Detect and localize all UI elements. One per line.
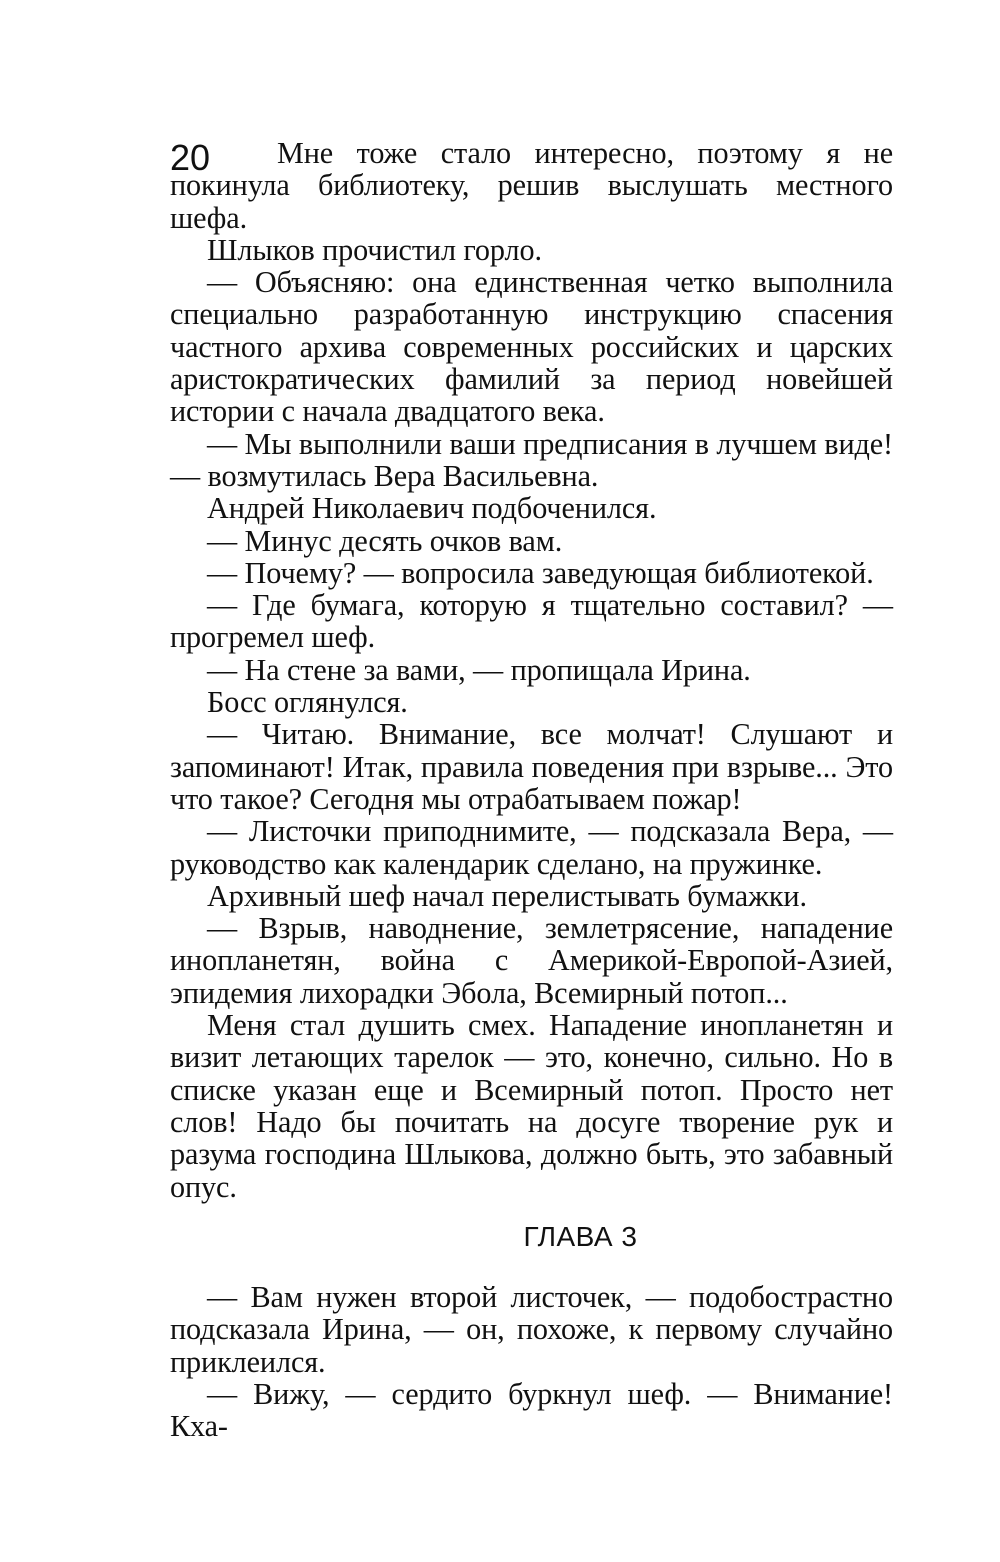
paragraph: — На стене за вами, — пропищала Ирина.: [207, 652, 751, 687]
body-text-after-chapter: [170, 1281, 893, 1442]
paragraph: — Минус десять очков вам.: [207, 523, 563, 558]
paragraph: Мне тоже стало интересно, поэтому я не покинула библиотеку, решив выслушать местного шефа.: [170, 136, 893, 235]
paragraph: Босс оглянулся.: [207, 685, 408, 720]
page-number: 20: [170, 137, 211, 178]
paragraph: Андрей Николаевич подбоченился.: [207, 491, 657, 526]
paragraph: — Почему? — вопросила заведующая библиотекой.: [207, 555, 874, 590]
paragraph: — Объясняю: она единственная четко выполнила специально разработанную инструкцию спасения частного архива современных российских и царских аристократических фамилий за период новейшей истории с начала двадцатого века.: [170, 265, 893, 429]
paragraph: — Читаю. Внимание, все молчат! Слушают и запоминают! Итак, правила поведения при взрыве... Это что такое? Сегодня мы отрабатываем пожар!: [170, 717, 893, 816]
paragraph: Меня стал душить смех. Нападение инопланетян и визит летающих тарелок — это, конечно, сильно. Но в списке указан еще и Всемирный потоп. Просто нет слов! Надо бы почитать на досуге творение рук и разума господина Шлыкова, должно быть, это забавный опус.: [170, 1008, 893, 1204]
paragraph: — Взрыв, наводнение, землетрясение, нападение инопланетян, война с Америкой-Европой-Азией, эпидемия лихорадки Эбола, Всемирный потоп...: [170, 911, 893, 1010]
paragraph: — Вам нужен второй листочек, — подобострастно подсказала Ирина, — он, похоже, к первому случайно приклеился.: [170, 1280, 893, 1379]
chapter-title: ГЛАВА 3: [523, 1221, 638, 1252]
paragraph: Шлыков прочистил горло.: [207, 232, 542, 267]
paragraph: — Листочки приподнимите, — подсказала Вера, — руководство как календарик сделано, на пружинке.: [170, 814, 893, 881]
paragraph: Архивный шеф начал перелистывать бумажки.: [207, 878, 807, 913]
paragraph: — Вижу, — сердито буркнул шеф. — Внимание! Кха-: [170, 1376, 893, 1444]
paragraph: — Где бумага, которую я тщательно составил? — прогремел шеф.: [170, 588, 893, 655]
body-text-before-chapter: [170, 137, 893, 1203]
paragraph: — Мы выполнили ваши предписания в лучшем виде! — возмутилась Вера Васильевна.: [170, 426, 894, 493]
